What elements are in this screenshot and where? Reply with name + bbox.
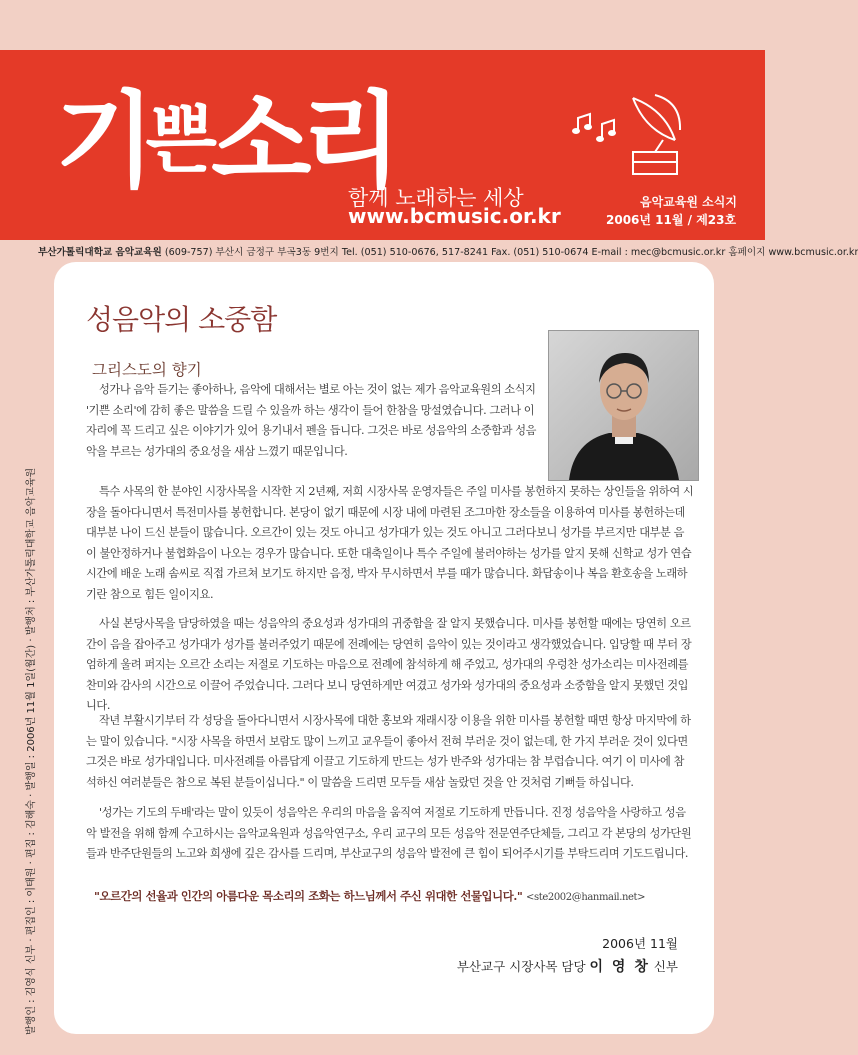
signature-date: 2006년 11월 — [602, 936, 678, 951]
logo-part-2: 쁜 — [145, 97, 211, 183]
quote-text: "오르간의 선율과 인간의 아름다운 목소리의 조화는 하느님께서 주신 위대한 선물입니다." — [94, 889, 523, 903]
signature-name: 이 영 창 — [589, 959, 650, 975]
logo-part-1: 기 — [55, 79, 146, 202]
gramophone-icon — [625, 90, 685, 185]
signature — [457, 956, 678, 976]
signature-role: 부산교구 시장사목 담당 — [456, 959, 586, 974]
paragraph-5: '성가는 기도의 두배'라는 말이 있듯이 성음악은 우리의 마음을 움직여 저절로 기도하게 만듭니다. 진정 성음악을 사랑하고 성음악 발전을 위해 함께 수고하시는 음악교육원과 성음악연구소, 우리 교구의 모든 성음악 전문연주단체들, 그리고 각 본당의 성가단원들과 반주단원들의 노고와 희생에 깊은 감사를 드리며, 부산교구의 성음악 발전에 큰 힘이 되어주시기를 부탁드리며 기도드립니다. — [86, 806, 692, 860]
closing-quote — [94, 888, 654, 904]
author-photo — [548, 330, 699, 481]
article-subtitle: 그리스도의 향기 — [92, 361, 202, 379]
contact-line — [38, 244, 858, 258]
author-email[interactable]: <ste2002@hanmail.net> — [526, 892, 646, 903]
logo-part-3: 소리 — [210, 79, 392, 202]
publisher-info: 발행인 : 김영식 신부 · 편집인 : 이태원 · 편집 : 김해숙 · 발행일 : 2006년 11월 1일(월간) · 발행처 : 부산가톨릭대학교 음악교육원 — [26, 467, 37, 1035]
tagline: 함께 노래하는 세상 — [348, 186, 524, 210]
music-notes-icon — [572, 110, 632, 160]
site-url[interactable]: www.bcmusic.or.kr — [348, 204, 561, 228]
contact-org: 부산가톨릭대학교 음악교육원 — [38, 247, 162, 258]
newsletter-logo — [55, 79, 392, 230]
paragraph-4: 작년 부활시기부터 각 성당을 돌아다니면서 시장사목에 대한 홍보와 재래시장 이용을 위한 미사를 봉헌할 때면 항상 마지막에 하는 말이 있습니다. "시장 사목을 하면서 보람도 많이 느끼고 교우들이 좋아서 전혀 부러운 것이 없는데, 한 가지 부러운 것이 있다면 그것은 바로 성가대입니다. 미사전례를 아름답게 이끌고 기도하게 만드는 성가 반주와 성가대는 참 부럽습니다. 여기 이 미사에 참석하신 여러분들은 참으로 복된 분들이십니다." 이 말씀을 드리면 모두들 새삼 놀랐던 것을 안 것처럼 기뻐들 하십니다. — [86, 714, 691, 789]
signature-title: 신부 — [653, 959, 678, 974]
article-title: 성음악의 소중함 — [86, 303, 277, 336]
paragraph-2: 특수 사목의 한 분야인 시장사목을 시작한 지 2년째, 저희 시장사목 운영자들은 주일 미사를 봉헌하지 못하는 상인들을 위하여 시장을 돌아다니면서 특전미사를 봉헌합니다. 본당이 없기 때문에 시장 내에 마련된 조그마한 장소들을 이용하여 미사를 봉헌하는데 대부분 나이 드신 분들이 많습니다. 오르간이 있는 것도 아니고 성가대가 있는 것도 아니고 그러다보니 성가를 부르지만 대부분 음이 불안정하거나 불협화음이 나오는 경우가 많습니다. 또한 대축일이나 특수 주일에 불러야하는 성가를 알지 못해 신학교 성가 연습 시간에 배운 노래 솜씨로 직접 가르쳐 보기도 하지만 음정, 박자 무시하면서 부를 때가 많습니다. 화답송이나 복음 환호송을 노래하기란 참으로 힘든 일이지요. — [86, 485, 694, 601]
issue-date: 2006년 11월 / 제23호 — [606, 213, 737, 227]
paragraph-3: 사실 본당사목을 담당하였을 때는 성음악의 중요성과 성가대의 귀중함을 잘 알지 못했습니다. 미사를 봉헌할 때에는 당연히 오르간이 음을 잡아주고 성가대가 성가를 불러주었기 때문에 전례에는 당연히 음악이 있는 것이라고 생각했었습니다. 입당할 때 부터 장엄하게 울려 퍼지는 오르간 소리는 저절로 기도하는 마음으로 전례에 참석하게 해 주었고, 성가대의 우렁찬 성가소리는 미사전례를 찬미와 감사의 시간으로 이끌어 주었습니다. 그러다 보니 당연하게만 여겼고 성가와 성가대의 중요성과 소중함을 알지 못했던 것입니다. — [86, 617, 692, 712]
contact-address: (609-757) 부산시 금정구 부곡3동 9번지 Tel. (051) 510-0676, 517-8241 Fax. (051) 510-0674 E-mail : mec@bcmusic.or.kr 홈페이지 www.bcmusic.or.kr — [164, 247, 858, 258]
paragraph-1: 성가나 음악 듣기는 좋아하나, 음악에 대해서는 별로 아는 것이 없는 제가 음악교육원의 소식지 '기쁜 소리'에 감히 좋은 말씀을 드릴 수 있을까 하는 생각이 들어 한참을 망설였습니다. 그러나 이 자리에 꼭 드리고 싶은 이야기가 있어 용기내서 펜을 듭니다. 그것은 바로 성음악의 소중함과 성음악을 부르는 성가대의 중요성을 새삼 느꼈기 때문입니다. — [86, 383, 537, 458]
issue-label: 음악교육원 소식지 — [640, 195, 737, 209]
article-container — [54, 262, 714, 1034]
